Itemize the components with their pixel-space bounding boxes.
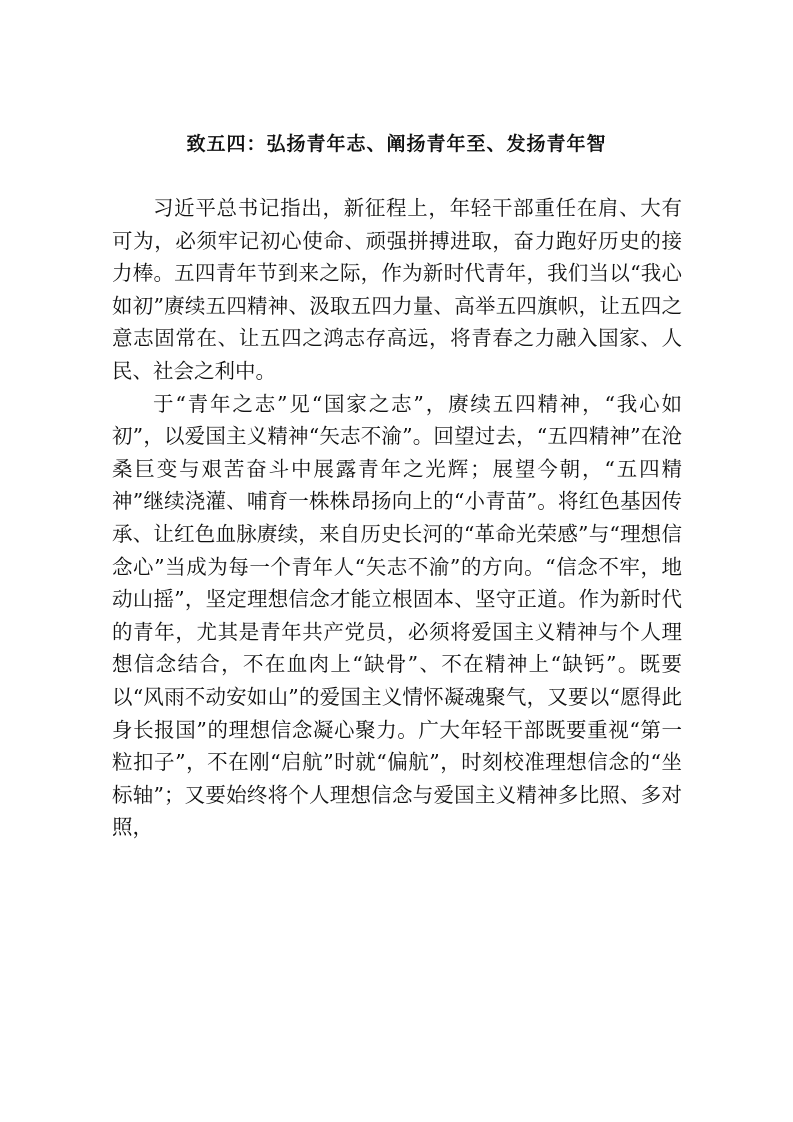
paragraph-2: 于“青年之志”见“国家之志”，赓续五四精神，“我心如初”，以爱国主义精神“矢志不渝”。回望过去，“五四精神”在沧桑巨变与艰苦奋斗中展露青年之光辉；展望今朝，“五四精神”继续浇灌、哺育一株株昂扬向上的“小青苗”。将红色基因传承、让红色血脉赓续，来自历史长河的“革命光荣感”与“理想信念心”当成为每一个青年人“矢志不渝”的方向。“信念不牢，地动山摇”，坚定理想信念才能立根固本、坚守正道。作为新时代的青年，尤其是青年共产党员，必须将爱国主义精神与个人理想信念结合，不在血肉上“缺骨”、不在精神上“缺钙”。既要以“风雨不动安如山”的爱国主义情怀凝魂聚气，又要以“愿得此身长报国”的理想信念凝心聚力。广大年轻干部既要重视“第一粒扣子”，不在刚“启航”时就“偏航”，时刻校准理想信念的“坐标轴”；又要始终将个人理想信念与爱国主义精神多比照、多对照，: [112, 391, 682, 840]
document-title: 致五四：弘扬青年志、阐扬青年至、发扬青年智: [186, 133, 607, 155]
document-body: [112, 192, 682, 844]
paragraph-1: 习近平总书记指出，新征程上，年轻干部重任在肩、大有可为，必须牢记初心使命、顽强拼搏进取，奋力跑好历史的接力棒。五四青年节到来之际，作为新时代青年，我们当以“我心如初”赓续五四精神、汲取五四力量、高举五四旗帜，让五四之意志固常在、让五四之鸿志存高远，将青春之力融入国家、人民、社会之利中。: [112, 196, 682, 383]
